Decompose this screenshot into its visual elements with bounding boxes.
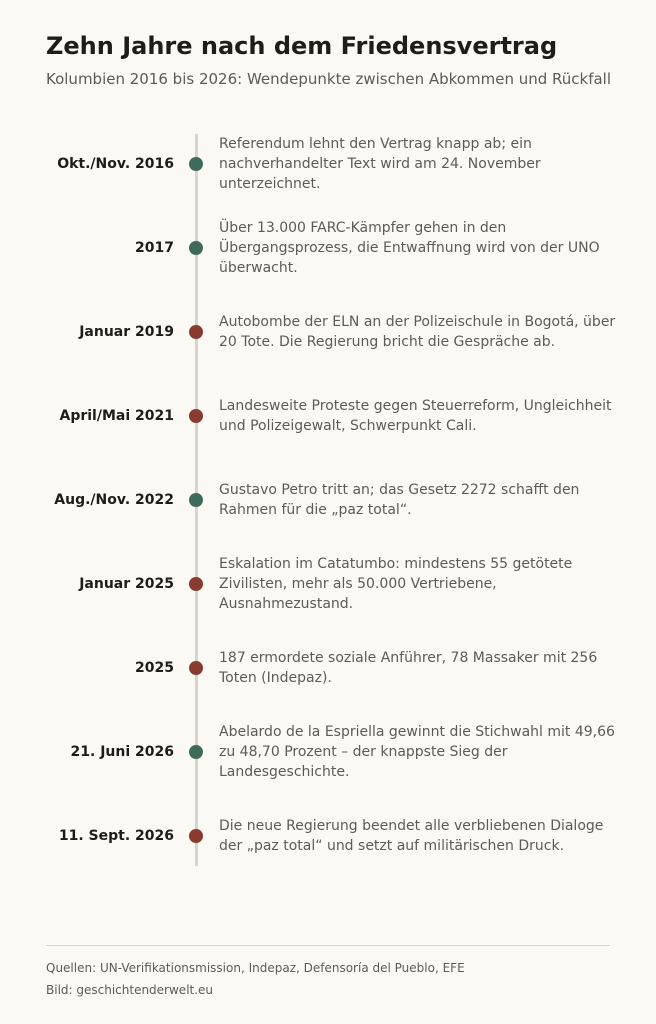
event-description: Autobombe der ELN an der Polizeischule in Bogotá, über 20 Tote. Die Regierung bricht die Gespräche ab. [219, 314, 616, 350]
event-marker-agreement [189, 745, 203, 759]
event-marker-violence [189, 829, 203, 843]
event-marker-violence [189, 325, 203, 339]
event-date: Aug./Nov. 2022 [54, 492, 174, 508]
event-date: Januar 2019 [79, 324, 174, 340]
event-description: Die neue Regierung beendet alle verbliebenen Dialoge der „paz total“ und setzt auf militärischen Druck. [219, 818, 604, 854]
event-description: Gustavo Petro tritt an; das Gesetz 2272 schafft den Rahmen für die „paz total“. [219, 482, 580, 518]
event-date: Januar 2025 [79, 576, 174, 592]
event-marker-violence [189, 661, 203, 675]
event-marker-agreement [189, 493, 203, 507]
event-description: Eskalation im Catatumbo: mindestens 55 getötete Zivilisten, mehr als 50.000 Vertriebene, Ausnahmezustand. [219, 556, 573, 612]
event-description: Referendum lehnt den Vertrag knapp ab; ein nachverhandelter Text wird am 24. November unterzeichnet. [219, 136, 541, 192]
event-description: Über 13.000 FARC-Kämpfer gehen in den Übergangsprozess, die Entwaffnung wird von der UNO überwacht. [219, 220, 600, 276]
timeline-event [0, 818, 656, 920]
page-title: Zehn Jahre nach dem Friedensvertrag [46, 32, 558, 60]
event-marker-agreement [189, 157, 203, 171]
event-marker-violence [189, 409, 203, 423]
image-credit: Bild: geschichtenderwelt.eu [46, 983, 214, 997]
event-marker-agreement [189, 241, 203, 255]
event-date: April/Mai 2021 [59, 408, 174, 424]
event-description: 187 ermordete soziale Anführer, 78 Massaker mit 256 Toten (Indepaz). [219, 650, 598, 686]
sources-note: Quellen: UN-Verifikationsmission, Indepaz, Defensoría del Pueblo, EFE [46, 961, 465, 975]
event-date: 21. Juni 2026 [70, 744, 174, 760]
event-description: Landesweite Proteste gegen Steuerreform, Ungleichheit und Polizeigewalt, Schwerpunkt Cali. [219, 398, 612, 434]
event-date: 2017 [135, 240, 174, 256]
event-description: Abelardo de la Espriella gewinnt die Stichwahl mit 49,66 zu 48,70 Prozent – der knappste Sieg der Landesgeschichte. [219, 724, 615, 780]
event-marker-violence [189, 577, 203, 591]
footer-divider [46, 945, 610, 946]
event-date: 11. Sept. 2026 [58, 828, 174, 844]
event-date: 2025 [135, 660, 174, 676]
event-date: Okt./Nov. 2016 [57, 156, 174, 172]
page-subtitle: Kolumbien 2016 bis 2026: Wendepunkte zwischen Abkommen und Rückfall [46, 70, 612, 88]
